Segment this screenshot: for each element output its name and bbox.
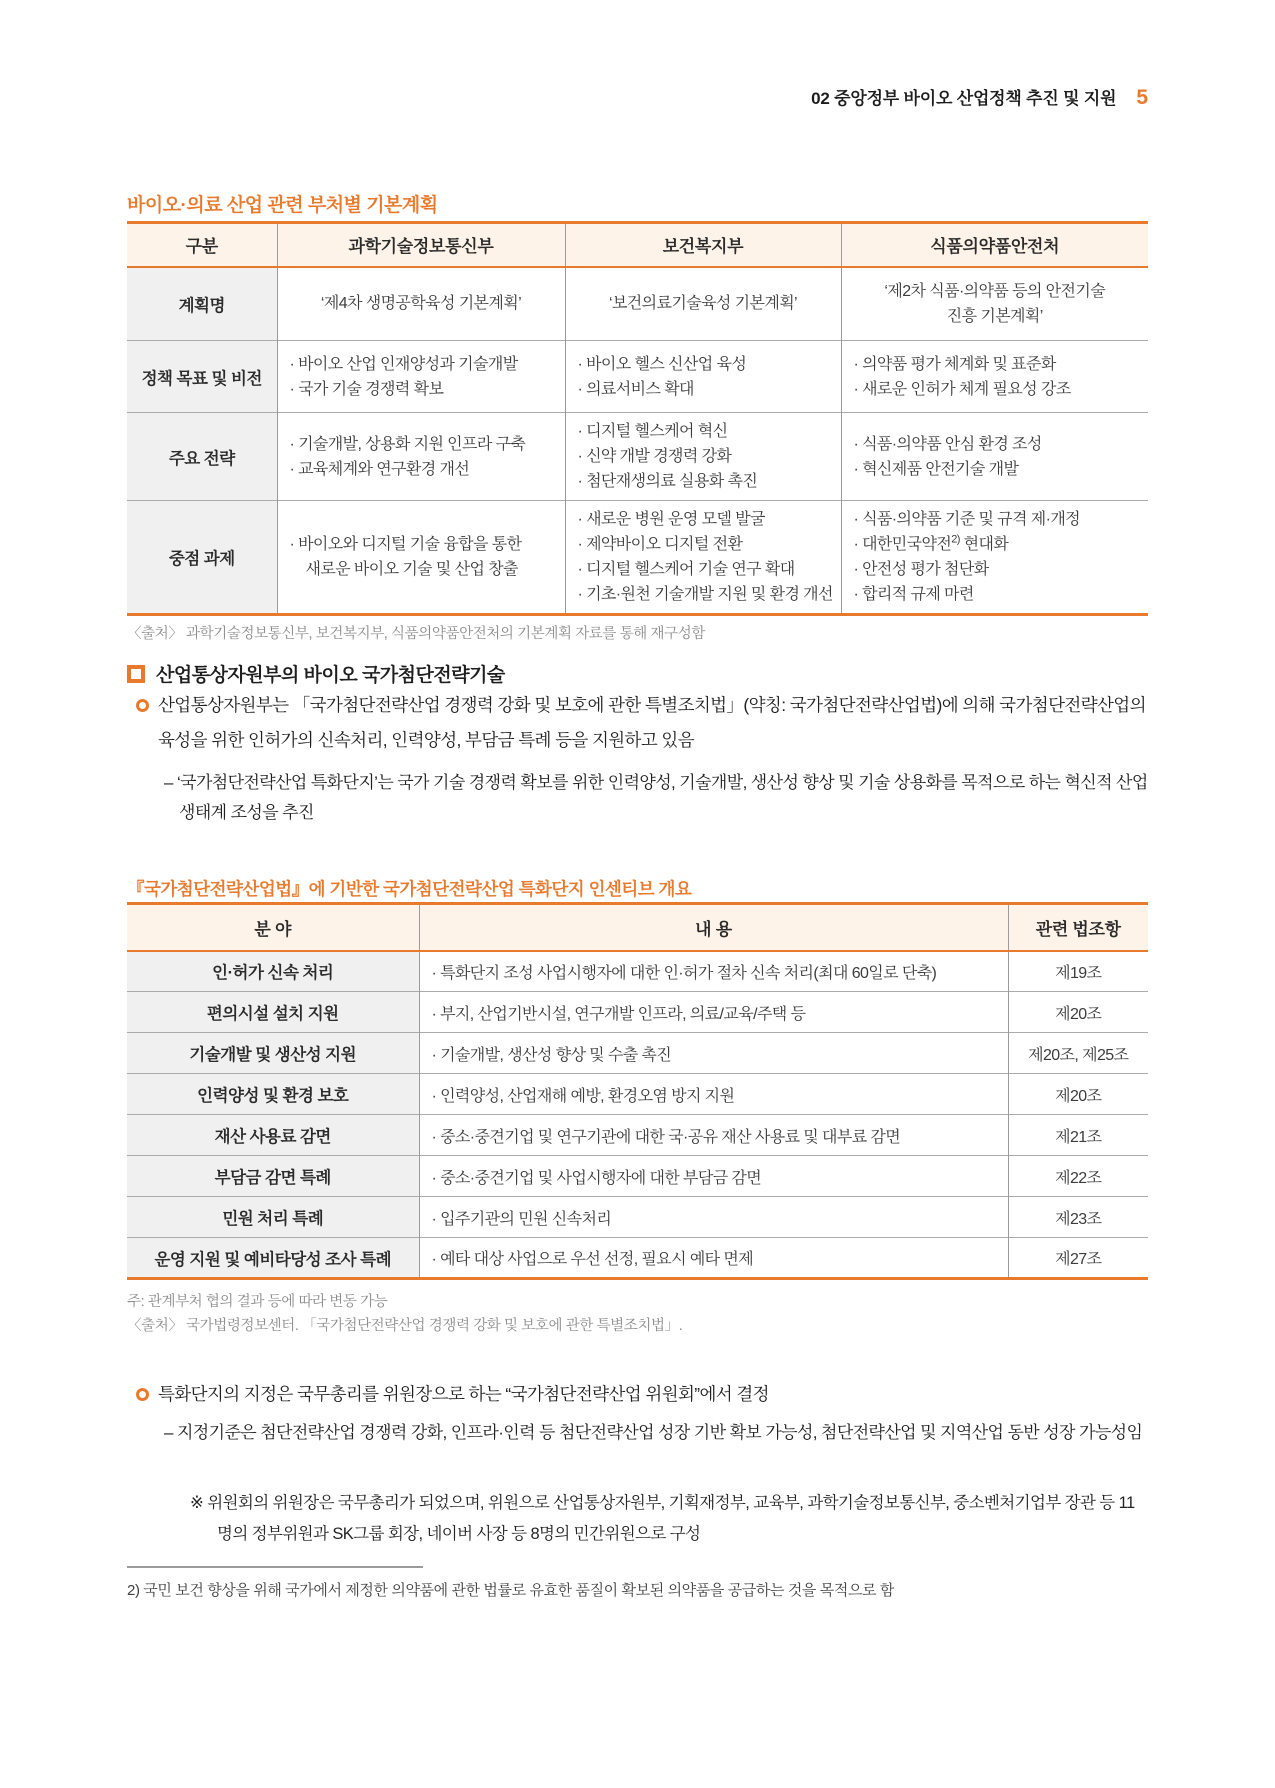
row-label: 정책 목표 및 비전 <box>127 341 277 413</box>
table1-header-row <box>127 223 1148 267</box>
footnote-marker: 2) <box>951 533 960 546</box>
table2-header-row <box>127 904 1148 951</box>
table1-row-focus-tasks <box>127 501 1148 615</box>
table-row: 부담금 감면 특례 · 중소·중견기업 및 사업시행자에 대한 부담금 감면 제22조 <box>127 1156 1148 1197</box>
table-cell: · 디지털 헬스케어 혁신 · 신약 개발 경쟁력 강화 · 첨단재생의료 실용화 촉진 <box>565 413 841 501</box>
footnote-divider <box>127 1566 423 1568</box>
paragraph-strategic-act: 산업통상자원부는 「국가첨단전략산업 경쟁력 강화 및 보호에 관한 특별조치법」(약칭: 국가첨단전략산업법)에 의해 국가첨단전략산업의 육성을 위한 인허가의 신속처리, 인력양성, 부담금 특례 등을 지원하고 있음 <box>127 688 1148 758</box>
table-row: 재산 사용료 감면 · 중소·중견기업 및 연구기관에 대한 국·공유 재산 사용료 및 대부료 감면 제21조 <box>127 1115 1148 1156</box>
paragraph-criteria: – 지정기준은 첨단전략산업 경쟁력 강화, 인프라·인력 등 첨단전략산업 성장 기반 확보 가능성, 첨단전략산업 및 지역산업 동반 성장 가능성임 <box>164 1423 1143 1442</box>
table-cell: · 새로운 병원 운영 모델 발굴 · 제약바이오 디지털 전환 · 디지털 헬스케어 기술 연구 확대 · 기초·원천 기술개발 지원 및 환경 개선 <box>565 501 841 615</box>
incentive-overview-table <box>127 902 1148 1280</box>
row-label: 중점 과제 <box>127 501 277 615</box>
table-cell: · 식품·의약품 기준 및 규격 제·개정 · 대한민국약전$^{2)}$ 현대화 · 안전성 평가 첨단화 · 합리적 규제 마련 <box>841 501 1148 615</box>
section-heading-block <box>127 660 1148 687</box>
row-label: 주요 전략 <box>127 413 277 501</box>
table-row: 기술개발 및 생산성 지원 · 기술개발, 생산성 향상 및 수출 촉진 제20조, 제25조 <box>127 1033 1148 1074</box>
paragraph-committee-note: ※ 위원회의 위원장은 국무총리가 되었으며, 위원으로 산업통상자원부, 기획재정부, 교육부, 과학기술정보통신부, 중소벤처기업부 장관 등 11명의 정부위원과 SK그룹 회장, 네이버 사장 등 8명의 민간위원으로 구성 <box>190 1494 1135 1543</box>
table-cell: ‘보건의료기술육성 기본계획’ <box>565 267 841 341</box>
table-cell: ‘제2차 식품·의약품 등의 안전기술 진흥 기본계획’ <box>841 267 1148 341</box>
table2-source-note: 〈출처〉 국가법령정보센터. 「국가첨단전략산업 경쟁력 강화 및 보호에 관한 특별조치법」. <box>127 1318 683 1334</box>
paragraph-designation: 특화단지의 지정은 국무총리를 위원장으로 하는 “국가첨단전략산업 위원회”에서 결정 <box>127 1377 1148 1412</box>
table1-row-policy-goals <box>127 341 1148 413</box>
table-row: 인·허가 신속 처리 · 특화단지 조성 사업시행자에 대한 인·허가 절차 신속 처리(최대 60일로 단축) 제19조 <box>127 951 1148 992</box>
circle-bullet-icon <box>136 1388 149 1401</box>
table-row: 편의시설 설치 지원 · 부지, 산업기반시설, 연구개발 인프라, 의료/교육/주택 등 제20조 <box>127 992 1148 1033</box>
table2-title: 『국가첨단전략산업법』에 기반한 국가첨단전략산업 특화단지 인센티브 개요 <box>127 879 692 899</box>
square-bullet-icon <box>127 665 145 683</box>
row-label: 계획명 <box>127 267 277 341</box>
table-cell: · 의약품 평가 체계화 및 표준화 · 새로운 인허가 체계 필요성 강조 <box>841 341 1148 413</box>
paragraph-special-complex: – ‘국가첨단전략산업 특화단지’는 국가 기술 경쟁력 확보를 위한 인력양성, 기술개발, 생산성 향상 및 기술 상용화를 목적으로 하는 혁신적 산업 생태계 조성을 추진 <box>164 773 1148 822</box>
table-row: 민원 처리 특례 · 입주기관의 민원 신속처리 제23조 <box>127 1197 1148 1238</box>
table-cell: · 기술개발, 상용화 지원 인프라 구축 · 교육체계와 연구환경 개선 <box>277 413 565 501</box>
t2-header-content: 내 용 <box>419 904 1008 951</box>
running-head-title: 02 중앙정부 바이오 산업정책 추진 및 지원 <box>811 89 1117 108</box>
table1-row-key-strategies <box>127 413 1148 501</box>
running-head <box>127 84 1148 110</box>
table2-note: 주: 관계부처 협의 결과 등에 따라 변동 가능 <box>127 1294 388 1310</box>
table-cell: · 바이오 헬스 신산업 육성 · 의료서비스 확대 <box>565 341 841 413</box>
table-row: 인력양성 및 환경 보호 · 인력양성, 산업재해 예방, 환경오염 방지 지원 제20조 <box>127 1074 1148 1115</box>
page-number: 5 <box>1136 86 1148 109</box>
section-heading: 산업통상자원부의 바이오 국가첨단전략기술 <box>156 665 505 686</box>
table1-title: 바이오·의료 산업 관련 부처별 기본계획 <box>127 195 438 216</box>
footnote-text: 2) 국민 보건 향상을 위해 국가에서 제정한 의약품에 관한 법률로 유효한 품질이 확보된 의약품을 공급하는 것을 목적으로 함 <box>127 1582 894 1599</box>
table-cell: · 식품·의약품 안심 환경 조성 · 혁신제품 안전기술 개발 <box>841 413 1148 501</box>
t1-header-category: 구분 <box>127 223 277 267</box>
table-cell: ‘제4차 생명공학육성 기본계획’ <box>277 267 565 341</box>
t1-header-msit: 과학기술정보통신부 <box>277 223 565 267</box>
table-row: 운영 지원 및 예비타당성 조사 특례 · 예타 대상 사업으로 우선 선정, 필요시 예타 면제 제27조 <box>127 1238 1148 1279</box>
table-cell: · 바이오 산업 인재양성과 기술개발 · 국가 기술 경쟁력 확보 <box>277 341 565 413</box>
circle-bullet-icon <box>136 699 149 712</box>
table1-source-note: 〈출처〉 과학기술정보통신부, 보건복지부, 식품의약품안전처의 기본계획 자료를 통해 재구성함 <box>127 626 705 642</box>
t1-header-mfds: 식품의약품안전처 <box>841 223 1148 267</box>
table-cell: · 바이오와 디지털 기술 융합을 통한 새로운 바이오 기술 및 산업 창출 <box>277 501 565 615</box>
ministry-basic-plans-table <box>127 221 1148 616</box>
t2-header-law: 관련 법조항 <box>1008 904 1148 951</box>
table1-row-plan-name <box>127 267 1148 341</box>
t2-header-field: 분 야 <box>127 904 419 951</box>
t1-header-mohw: 보건복지부 <box>565 223 841 267</box>
